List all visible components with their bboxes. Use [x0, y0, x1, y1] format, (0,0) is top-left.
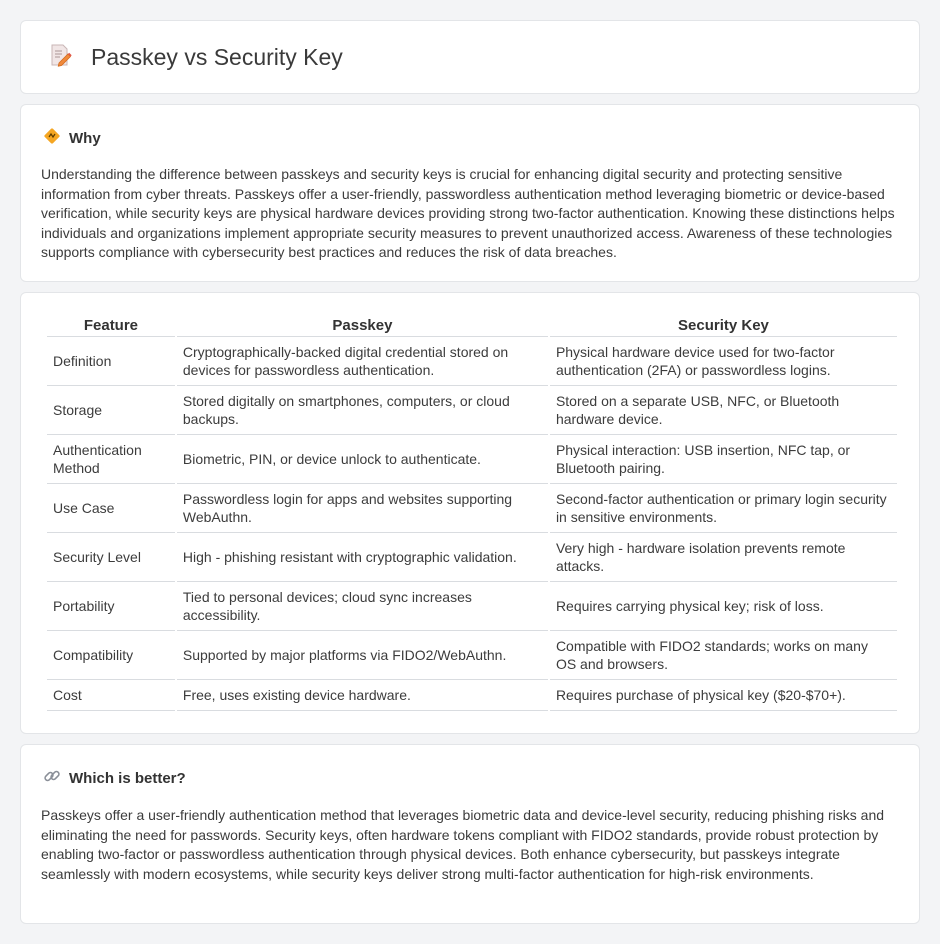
security-key-cell: Requires purchase of physical key ($20-$70+). — [550, 680, 897, 711]
feature-cell: Use Case — [47, 484, 175, 533]
which-better-body: Passkeys offer a user-friendly authentication method that leverages biometric data and device-level security, reducing phishing risks and eliminating the need for passwords. Security keys, often hardware tokens compliant with FIDO2 standards, provide robust protection by enabling two-factor or passwordless authentication through physical devices. Both enhance cybersecurity, but passkeys integrate seamlessly with modern ecosystems, while security keys deliver strong multi-factor authentication for high-risk environments. — [41, 807, 885, 882]
why-title: Why — [69, 130, 101, 147]
security-key-cell: Second-factor authentication or primary login security in sensitive environments. — [550, 484, 897, 533]
comparison-section — [20, 292, 920, 734]
security-key-cell: Requires carrying physical key; risk of loss. — [550, 582, 897, 631]
security-key-cell: Physical hardware device used for two-factor authentication (2FA) or passwordless logins. — [550, 337, 897, 386]
feature-cell: Storage — [47, 386, 175, 435]
security-key-cell: Very high - hardware isolation prevents remote attacks. — [550, 533, 897, 582]
feature-cell: Portability — [47, 582, 175, 631]
table-row — [47, 484, 897, 533]
passkey-cell: High - phishing resistant with cryptographic validation. — [177, 533, 548, 582]
feature-cell: Cost — [47, 680, 175, 711]
passkey-cell: Tied to personal devices; cloud sync increases accessibility. — [177, 582, 548, 631]
why-section — [20, 104, 920, 282]
passkey-cell: Supported by major platforms via FIDO2/WebAuthn. — [177, 631, 548, 680]
security-key-cell: Physical interaction: USB insertion, NFC tap, or Bluetooth pairing. — [550, 435, 897, 484]
header-feature: Feature — [47, 315, 175, 337]
passkey-cell: Free, uses existing device hardware. — [177, 680, 548, 711]
table-row — [47, 435, 897, 484]
passkey-cell: Passwordless login for apps and websites supporting WebAuthn. — [177, 484, 548, 533]
header-passkey: Passkey — [177, 315, 548, 337]
feature-cell: Security Level — [47, 533, 175, 582]
which-better-title: Which is better? — [69, 770, 186, 787]
feature-cell: Authentication Method — [47, 435, 175, 484]
page-title: Passkey vs Security Key — [91, 43, 343, 70]
which-better-heading — [43, 767, 186, 790]
header-card — [20, 20, 920, 94]
table-row — [47, 631, 897, 680]
passkey-cell: Biometric, PIN, or device unlock to authenticate. — [177, 435, 548, 484]
passkey-cell: Stored digitally on smartphones, computers, or cloud backups. — [177, 386, 548, 435]
which-better-section — [20, 744, 920, 924]
security-key-cell: Compatible with FIDO2 standards; works on many OS and browsers. — [550, 631, 897, 680]
feature-cell: Compatibility — [47, 631, 175, 680]
diamond-road-sign-icon — [43, 127, 61, 150]
feature-cell: Definition — [47, 337, 175, 386]
table-row — [47, 386, 897, 435]
security-key-cell: Stored on a separate USB, NFC, or Bluetooth hardware device. — [550, 386, 897, 435]
link-icon — [43, 767, 61, 790]
table-header-row — [47, 315, 897, 337]
why-body: Understanding the difference between passkeys and security keys is crucial for enhancing digital security and protecting sensitive information from cyber threats. Passkeys offer a user-friendly, passwordless authentication method leveraging biometric or device-based verification, while security keys are physical hardware devices providing strong two-factor authentication. Knowing these distinctions helps individuals and organizations implement appropriate security measures to prevent unauthorized access. Awareness of these technologies supports compliance with cybersecurity best practices and reduces the risk of data breaches. — [41, 166, 895, 261]
why-heading — [43, 127, 101, 150]
document-edit-icon — [47, 42, 73, 73]
passkey-cell: Cryptographically-backed digital credential stored on devices for passwordless authentication. — [177, 337, 548, 386]
table-row — [47, 582, 897, 631]
table-row — [47, 533, 897, 582]
table-row — [47, 680, 897, 711]
comparison-table — [45, 315, 899, 711]
table-row — [47, 337, 897, 386]
header-security-key: Security Key — [550, 315, 897, 337]
